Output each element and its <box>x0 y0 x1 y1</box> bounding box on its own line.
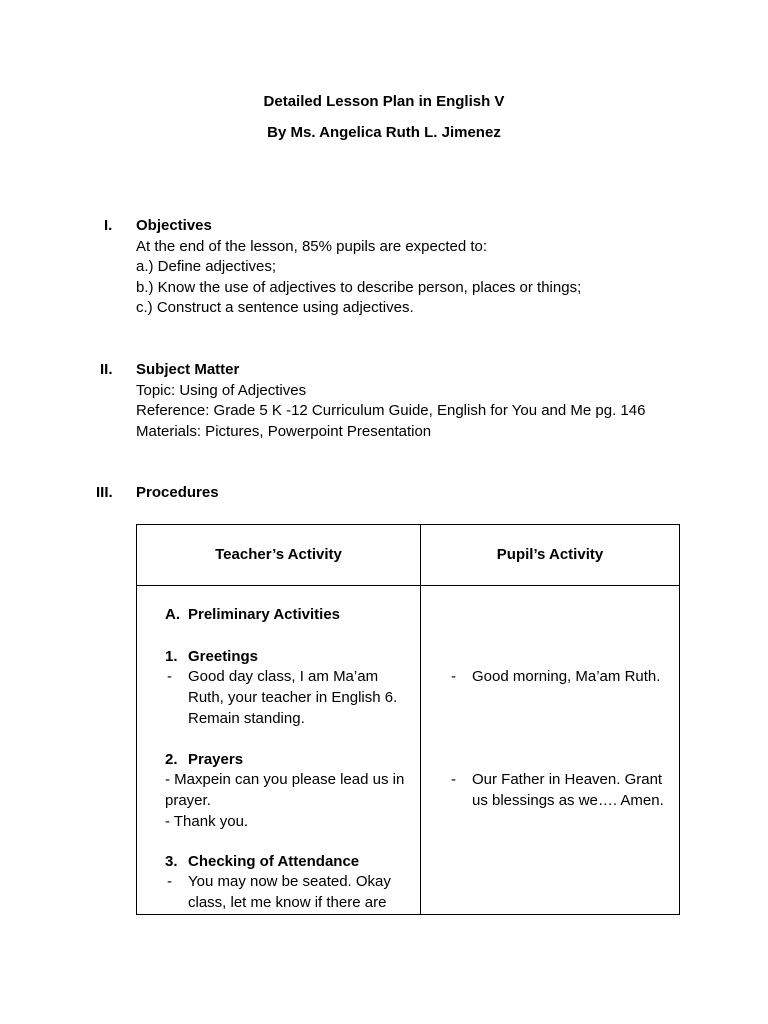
objectives-line: b.) Know the use of adjectives to describe person, places or things; <box>136 278 582 296</box>
prayers-number: 2. <box>165 751 178 768</box>
bullet-dash: - <box>167 873 172 890</box>
prayers-line: prayer. <box>165 792 211 809</box>
subject-matter-line: Materials: Pictures, Powerpoint Presentation <box>136 422 432 440</box>
attendance-number: 3. <box>165 853 178 870</box>
objectives-line: c.) Construct a sentence using adjectives. <box>136 299 414 317</box>
attendance-line: class, let me know if there are <box>188 894 387 911</box>
table-row <box>137 586 680 915</box>
greetings-number: 1. <box>165 648 178 665</box>
greetings-line: Good day class, I am Ma’am <box>188 668 379 685</box>
procedures-table <box>136 524 680 915</box>
pupil-activity-header: Pupil’s Activity <box>421 525 680 586</box>
attendance-label: Checking of Attendance <box>188 853 360 870</box>
pupil-activity-cell <box>421 586 680 915</box>
section-heading: Objectives <box>136 217 212 234</box>
pupil-response: Our Father in Heaven. Grant <box>472 771 663 788</box>
greetings-label: Greetings <box>188 648 259 665</box>
teacher-activity-header: Teacher’s Activity <box>137 525 421 586</box>
section-heading: Subject Matter <box>136 361 240 378</box>
pupil-response: Good morning, Ma’am Ruth. <box>472 668 661 685</box>
attendance-line: You may now be seated. Okay <box>188 873 391 890</box>
pupil-response: us blessings as we…. Amen. <box>472 792 664 809</box>
document-author: By Ms. Angelica Ruth L. Jimenez <box>267 124 501 141</box>
section-number: II. <box>100 361 113 378</box>
section-number: I. <box>104 217 113 234</box>
prayers-line: - Maxpein can you please lead us in <box>165 771 405 788</box>
table-header-row <box>137 525 680 586</box>
subject-matter-line: Reference: Grade 5 K -12 Curriculum Guide, English for You and Me pg. 146 <box>136 402 646 420</box>
teacher-activity-cell <box>137 586 421 915</box>
prayers-label: Prayers <box>188 751 244 768</box>
bullet-dash: - <box>451 771 456 788</box>
section-letter: A. <box>165 606 180 623</box>
preliminary-activities-label: Preliminary Activities <box>188 606 341 623</box>
objectives-line: a.) Define adjectives; <box>136 258 277 276</box>
greetings-line: Remain standing. <box>188 710 305 727</box>
bullet-dash: - <box>451 668 456 685</box>
prayers-line: - Thank you. <box>165 813 249 830</box>
section-heading: Procedures <box>136 484 219 501</box>
objectives-line: At the end of the lesson, 85% pupils are expected to: <box>136 237 488 255</box>
section-number: III. <box>96 484 113 501</box>
greetings-line: Ruth, your teacher in English 6. <box>188 689 398 706</box>
bullet-dash: - <box>167 668 172 685</box>
document-title: Detailed Lesson Plan in English V <box>263 93 505 110</box>
subject-matter-line: Topic: Using of Adjectives <box>136 381 307 399</box>
